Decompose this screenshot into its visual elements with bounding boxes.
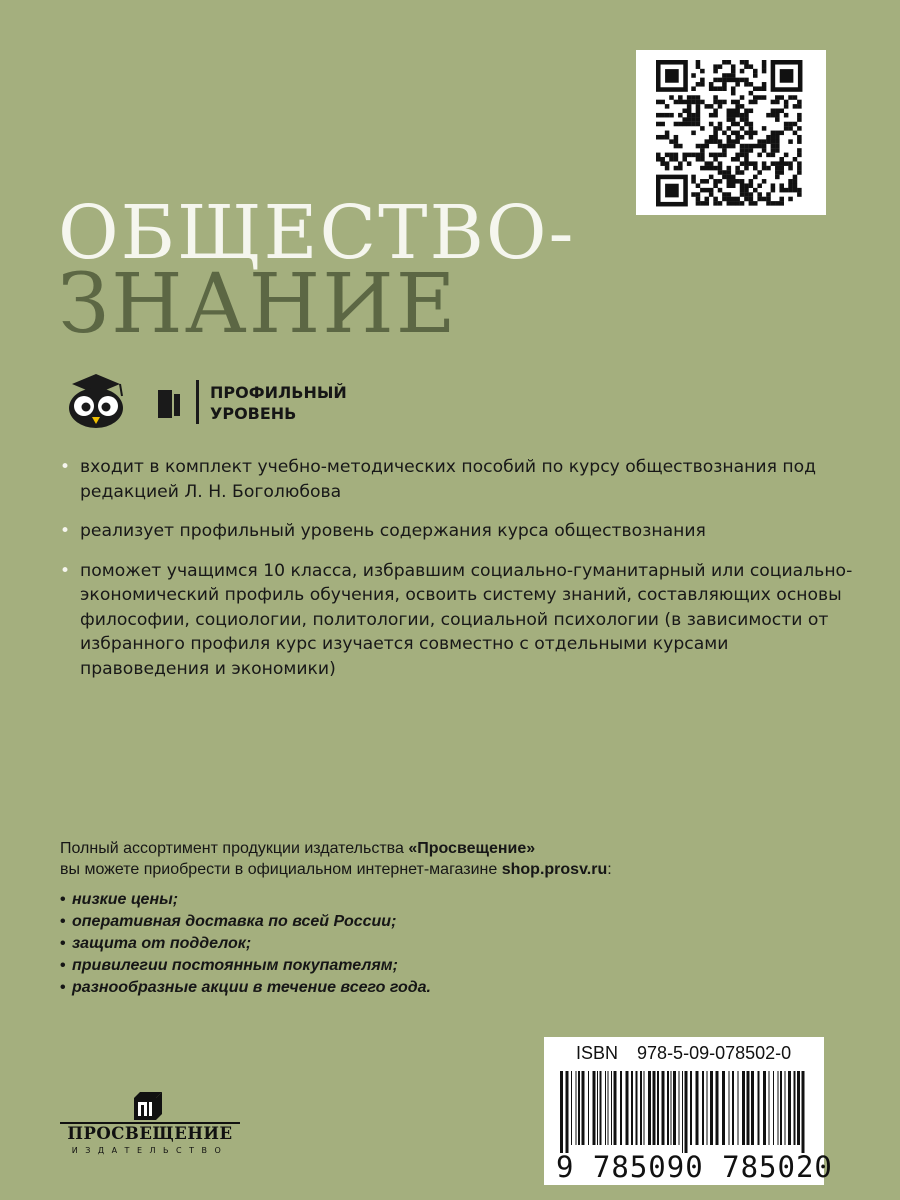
shop-line-1-text: Полный ассортимент продукции издательства: [60, 840, 409, 857]
isbn-text: [576, 1043, 791, 1064]
feature-item: [60, 559, 860, 682]
shop-line-1: [60, 838, 860, 859]
publisher-name: «Просвещение»: [408, 840, 536, 857]
shop-line-2: [60, 859, 860, 880]
level-badge: [62, 372, 362, 432]
title-line-1: ОБЩЕСТВО-: [58, 190, 576, 276]
level-label-line-1: ПРОФИЛЬНЫЙ: [210, 383, 347, 402]
feature-item: [60, 519, 860, 544]
perk-item: • низкие цены;: [60, 889, 431, 911]
perk-item: • привилегии постоянным покупателям;: [60, 955, 431, 977]
perks-list: [60, 889, 431, 999]
feature-text: поможет учащимся 10 класса, избравшим социально-гуманитарный или социально-экономический профиль обучения, освоить систему знаний, составляющих основы философии, социологии, политологии, социальной психологии (в зависимости от избранного профиля курс изучается совместно с отдельными курсами правоведения и экономики): [80, 560, 853, 679]
level-label: [210, 382, 347, 424]
shop-line-2-text: вы можете приобрести в официальном интернет-магазине: [60, 861, 502, 878]
qr-code[interactable]: [636, 50, 826, 215]
publisher-mark-icon: [130, 1088, 166, 1122]
qr-code-icon: [651, 58, 811, 208]
shop-info: [60, 838, 860, 880]
bullet-icon: •: [60, 560, 71, 581]
bookmark-icon: [152, 386, 188, 422]
publisher-logo-subtitle: ИЗДАТЕЛЬСТВО: [71, 1146, 229, 1155]
shop-line-2-suffix: :: [607, 861, 612, 878]
isbn-barcode: [544, 1037, 833, 1185]
isbn-value: 978-5-09-078502-0: [637, 1043, 792, 1063]
feature-text: входит в комплект учебно-методических пособий по курсу обществознания под редакцией Л. Н. Боголюбова: [80, 457, 817, 502]
feature-item: [60, 455, 860, 504]
ean-digits: 9 785090 785020: [556, 1150, 833, 1184]
barcode-icon: [558, 1071, 810, 1153]
level-label-line-2: УРОВЕНЬ: [210, 404, 297, 423]
publisher-logo-name: ПРОСВЕЩЕНИЕ: [67, 1124, 233, 1143]
owl-graduate-icon: [62, 374, 130, 430]
feature-list: [60, 455, 860, 696]
shop-url-link[interactable]: shop.prosv.ru: [501, 861, 608, 878]
publisher-logo: [60, 1088, 250, 1168]
perk-item: • оперативная доставка по всей России;: [60, 911, 431, 933]
isbn-label: ISBN: [576, 1043, 619, 1063]
feature-text: реализует профильный уровень содержания курса обществознания: [80, 521, 706, 541]
title-line-2: ЗНАНИЕ: [58, 257, 458, 352]
perk-item: • разнообразные акции в течение всего года.: [60, 977, 431, 999]
perk-item: • защита от подделок;: [60, 933, 431, 955]
badge-divider: [196, 380, 199, 424]
bullet-icon: •: [60, 521, 71, 541]
bullet-icon: •: [60, 457, 71, 477]
